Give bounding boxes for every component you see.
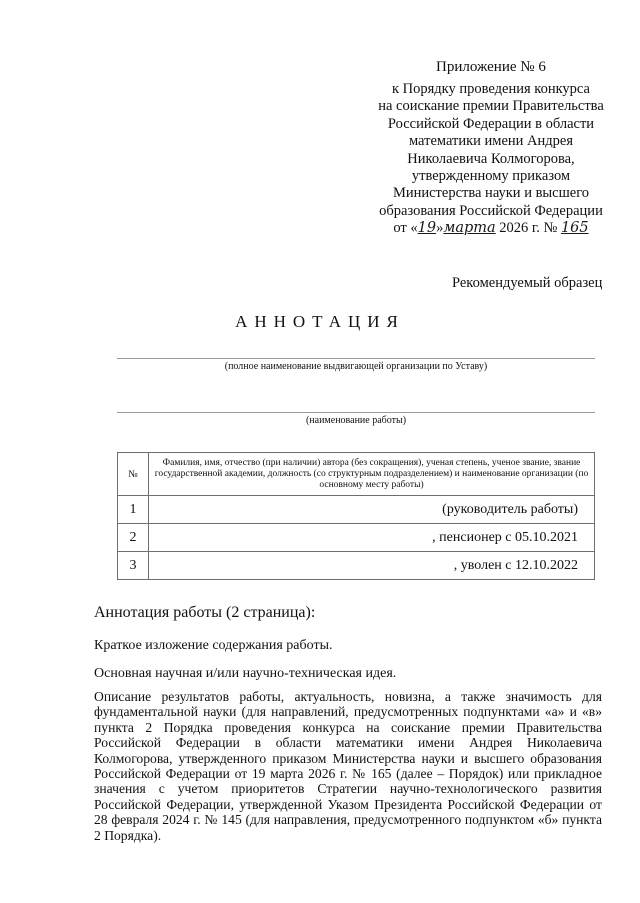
work-title-caption: (наименование работы) bbox=[305, 415, 407, 426]
handwritten-month: марта bbox=[443, 220, 496, 237]
date-prefix: от « bbox=[393, 220, 418, 237]
table-header-row bbox=[118, 453, 595, 496]
handwritten-number: 165 bbox=[560, 220, 589, 237]
recommended-sample-label: Рекомендуемый образец bbox=[452, 275, 603, 291]
appendix-line: образования Российской Федерации bbox=[379, 202, 603, 219]
main-idea-paragraph: Основная научная и/или научно-техническая идея. bbox=[94, 666, 397, 681]
organization-caption: (полное наименование выдвигающей организации по Уставу) bbox=[224, 361, 488, 372]
appendix-block bbox=[360, 81, 622, 238]
year-text: 2026 г. № bbox=[499, 220, 558, 237]
summary-paragraph: Краткое изложение содержания работы. bbox=[94, 638, 333, 653]
header-author-description: Фамилия, имя, отчество (при наличии) автора (без сокращения), ученая степень, ученое звание, звание государственной академии, должность (со структурным подразделением) и наименование организации (по основному месту работы) bbox=[149, 453, 595, 496]
appendix-line: Российской Федерации в области bbox=[387, 115, 595, 132]
authors-table bbox=[117, 452, 595, 580]
appendix-line: к Порядку проведения конкурса bbox=[391, 81, 590, 97]
work-title-line bbox=[117, 412, 595, 413]
row-value: (руководитель работы) bbox=[149, 496, 595, 524]
row-number: 1 bbox=[118, 496, 149, 524]
table-row bbox=[118, 552, 595, 580]
row-number: 3 bbox=[118, 552, 149, 580]
row-value: , пенсионер с 05.10.2021 bbox=[149, 524, 595, 552]
handwritten-day: 19 bbox=[417, 220, 437, 237]
appendix-line: на соискание премии Правительства bbox=[378, 98, 604, 115]
table-row bbox=[118, 524, 595, 552]
table-row bbox=[118, 496, 595, 524]
appendix-line: Николаевича Колмогорова, bbox=[407, 150, 575, 167]
organization-line bbox=[117, 358, 595, 359]
appendix-line: утвержденному приказом bbox=[411, 168, 571, 185]
description-paragraph: Описание результатов работы, актуальность, новизна, а также значимость для фундаментальной науки (для направлений, предусмотренных подпунктами «а» и «в» пункта 2 Порядка проведения конкурса на соискание премии Правительства Российской Федерации в области математики имени Андрея Николаевича Колмогорова, утвержденного приказом Министерства науки и высшего образования Российской Федерации от 19 марта 2026 г. № 165 (далее – Порядок) или прикладное значения с учетом приоритетов Стратегии научно-технологического развития Российской Федерации, утвержденной Указом Президента Российской Федерации от 28 февраля 2024 г. № 145 (для направления, предусмотренного подпунктом «б» пункта 2 Порядка). bbox=[94, 689, 602, 843]
row-value: , уволен с 12.10.2022 bbox=[149, 552, 595, 580]
appendix-title: Приложение № 6 bbox=[436, 59, 546, 75]
header-number: № bbox=[118, 453, 149, 496]
section-title: Аннотация работы (2 страница): bbox=[94, 604, 316, 621]
appendix-line: математики имени Андрея bbox=[408, 133, 574, 150]
quote-close: » bbox=[436, 220, 444, 237]
document-title: АННОТАЦИЯ bbox=[235, 312, 405, 331]
appendix-line: Министерства науки и высшего bbox=[392, 185, 590, 202]
appendix-date-line bbox=[360, 220, 622, 237]
row-number: 2 bbox=[118, 524, 149, 552]
